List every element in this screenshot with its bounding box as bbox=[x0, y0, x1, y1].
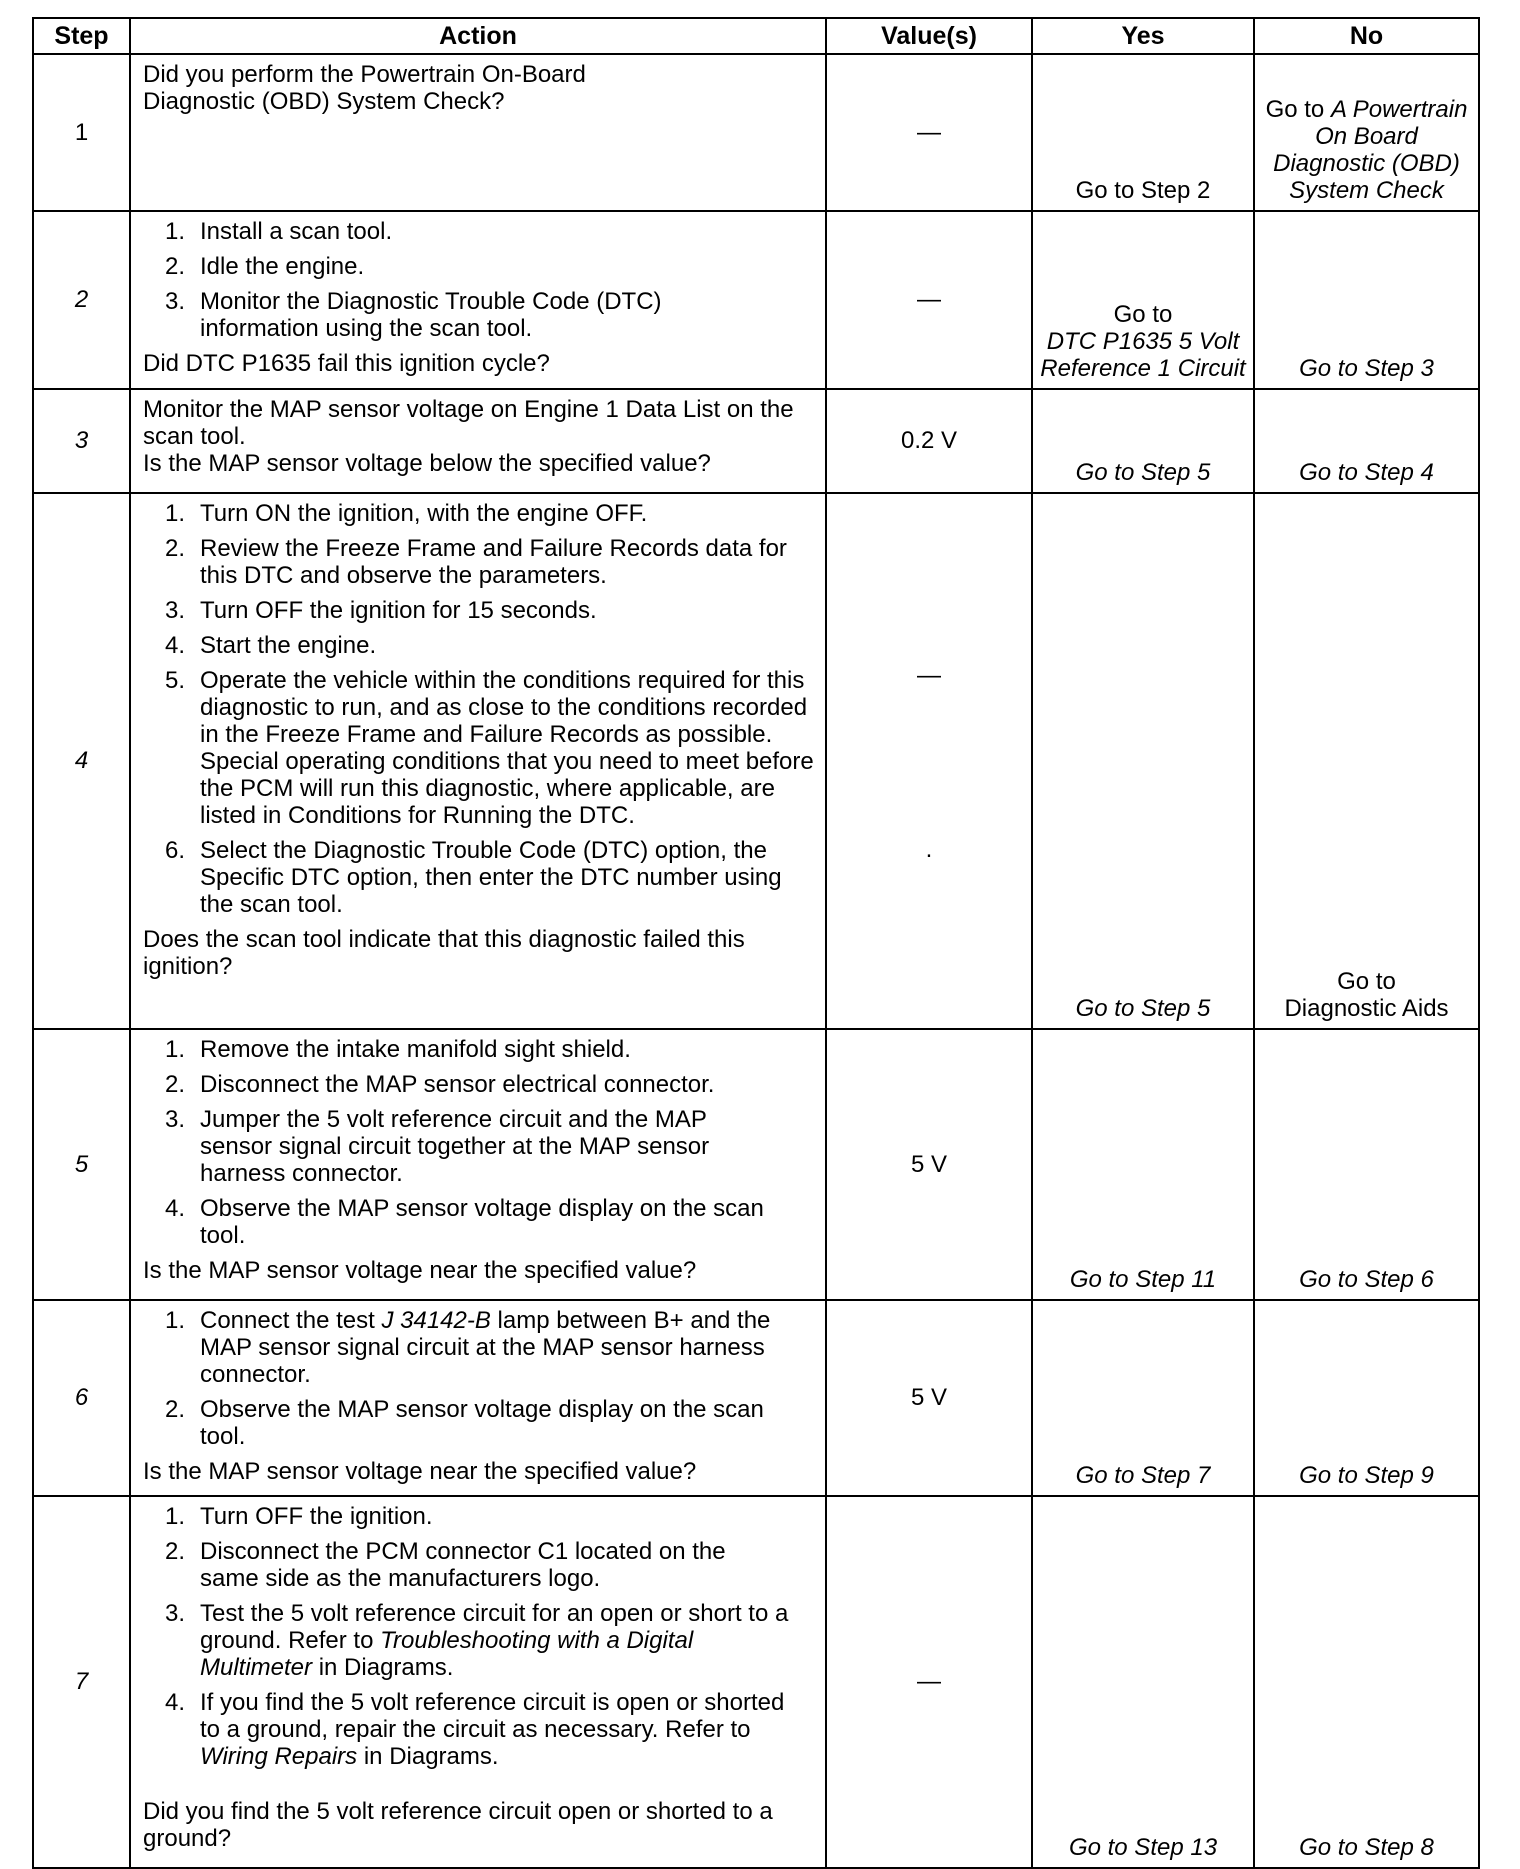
no-text: Go to bbox=[1265, 96, 1325, 123]
no-cell: Go to Step 4 bbox=[1254, 389, 1479, 493]
list-item: 2. Observe the MAP sensor voltage display on the scan tool. bbox=[165, 1396, 764, 1450]
step-number: 3 bbox=[33, 389, 130, 493]
action-cell bbox=[130, 493, 826, 1029]
table-row bbox=[33, 211, 1479, 389]
header-step: Step bbox=[33, 18, 130, 54]
no-reference: Diagnostic Aids bbox=[1284, 995, 1449, 1022]
yes-cell: Go to Step 7 bbox=[1032, 1300, 1254, 1496]
yes-cell: Go to Step 13 bbox=[1032, 1496, 1254, 1868]
list-item: 2. Idle the engine. bbox=[165, 253, 365, 280]
list-item: 4. If you find the 5 volt reference circuit is open or shorted to a ground, repair the circuit as necessary. Refer to Wiring Repairs in Diagrams. bbox=[165, 1689, 785, 1770]
instruction-list bbox=[143, 1503, 815, 1770]
table-row bbox=[33, 389, 1479, 493]
list-item: 6. Select the Diagnostic Trouble Code (DTC) option, the Specific DTC option, then enter the DTC number using the scan tool. bbox=[165, 837, 782, 918]
instruction-list bbox=[143, 1307, 815, 1450]
table-row bbox=[33, 1029, 1479, 1300]
header-yes: Yes bbox=[1032, 18, 1254, 54]
no-reference: A Powertrain On Board Diagnostic (OBD) System Check bbox=[1273, 96, 1468, 204]
yes-cell bbox=[1032, 211, 1254, 389]
value-cell bbox=[826, 493, 1032, 1029]
action-cell bbox=[130, 1496, 826, 1868]
step-number: 7 bbox=[33, 1496, 130, 1868]
action-cell bbox=[130, 54, 826, 211]
list-item: 3. Monitor the Diagnostic Trouble Code (DTC) information using the scan tool. bbox=[165, 288, 662, 342]
step-number: 2 bbox=[33, 211, 130, 389]
value-cell: — bbox=[826, 211, 1032, 389]
list-item: 3. Test the 5 volt reference circuit for an open or short to a ground. Refer to Troubleshooting with a Digital Multimeter in Diagrams. bbox=[165, 1600, 789, 1681]
action-question: Is the MAP sensor voltage below the specified value? bbox=[143, 450, 711, 477]
instruction-list bbox=[143, 1036, 815, 1249]
list-item: 1. Connect the test J 34142-B lamp between B+ and the MAP sensor signal circuit at the MAP sensor harness connector. bbox=[165, 1307, 771, 1388]
value-cell: 0.2 V bbox=[826, 389, 1032, 493]
step-number: 4 bbox=[33, 493, 130, 1029]
yes-cell: Go to Step 11 bbox=[1032, 1029, 1254, 1300]
instruction-list bbox=[143, 500, 815, 918]
yes-cell: Go to Step 2 bbox=[1032, 54, 1254, 211]
list-item: 3. Turn OFF the ignition for 15 seconds. bbox=[165, 597, 597, 624]
action-text: Monitor the MAP sensor voltage on Engine 1 Data List on the scan tool. bbox=[143, 396, 794, 450]
action-question: Is the MAP sensor voltage near the specified value? bbox=[143, 1458, 697, 1485]
table-row bbox=[33, 1496, 1479, 1868]
list-item: 1. Turn ON the ignition, with the engine OFF. bbox=[165, 500, 648, 527]
list-item: 1. Install a scan tool. bbox=[165, 218, 393, 245]
no-cell: Go to Step 9 bbox=[1254, 1300, 1479, 1496]
action-cell bbox=[130, 211, 826, 389]
value-cell: 5 V bbox=[826, 1300, 1032, 1496]
list-item: 3. Jumper the 5 volt reference circuit and the MAP sensor signal circuit together at the MAP sensor harness connector. bbox=[165, 1106, 710, 1187]
no-cell: Go to Step 6 bbox=[1254, 1029, 1479, 1300]
no-cell bbox=[1254, 493, 1479, 1029]
value-cell: — bbox=[826, 54, 1032, 211]
doc-reference: Troubleshooting with a Digital Multimeter bbox=[200, 1627, 694, 1681]
step-number: 6 bbox=[33, 1300, 130, 1496]
list-item: 4. Observe the MAP sensor voltage display on the scan tool. bbox=[165, 1195, 764, 1249]
step-number: 1 bbox=[33, 54, 130, 211]
list-item: 1. Turn OFF the ignition. bbox=[165, 1503, 433, 1530]
list-item: 4. Start the engine. bbox=[165, 632, 377, 659]
instruction-list bbox=[143, 218, 815, 342]
no-cell: Go to Step 3 bbox=[1254, 211, 1479, 389]
action-question: Does the scan tool indicate that this diagnostic failed this ignition? bbox=[143, 926, 745, 980]
value-text: — bbox=[917, 662, 941, 689]
list-item: 1. Remove the intake manifold sight shield. bbox=[165, 1036, 631, 1063]
diagnostic-table bbox=[32, 17, 1480, 1869]
header-values: Value(s) bbox=[826, 18, 1032, 54]
action-question: Did you find the 5 volt reference circuit open or shorted to a ground? bbox=[143, 1798, 773, 1852]
yes-reference: DTC P1635 5 Volt Reference 1 Circuit bbox=[1040, 328, 1246, 382]
action-cell bbox=[130, 389, 826, 493]
no-cell bbox=[1254, 54, 1479, 211]
action-cell bbox=[130, 1029, 826, 1300]
yes-cell: Go to Step 5 bbox=[1032, 493, 1254, 1029]
yes-cell: Go to Step 5 bbox=[1032, 389, 1254, 493]
list-item: 2. Review the Freeze Frame and Failure Records data for this DTC and observe the parameters. bbox=[165, 535, 787, 589]
list-item: 2. Disconnect the MAP sensor electrical connector. bbox=[165, 1071, 715, 1098]
diagnostic-page bbox=[32, 17, 1478, 1869]
list-item: 5. Operate the vehicle within the conditions required for this diagnostic to run, and as close to the conditions recorded in the Freeze Frame and Failure Records as possible. Special operating conditions that you need to meet before the PCM will run this diagnostic, where applicable, are listed in Conditions for Running the DTC. bbox=[165, 667, 814, 829]
action-question: Did DTC P1635 fail this ignition cycle? bbox=[143, 350, 550, 377]
value-mark: . bbox=[925, 836, 933, 863]
no-text: Go to bbox=[1337, 968, 1396, 995]
action-cell bbox=[130, 1300, 826, 1496]
tool-reference: J 34142-B bbox=[381, 1307, 491, 1334]
step-number: 5 bbox=[33, 1029, 130, 1300]
header-row bbox=[33, 18, 1479, 54]
header-action: Action bbox=[130, 18, 826, 54]
table-row bbox=[33, 493, 1479, 1029]
value-cell: 5 V bbox=[826, 1029, 1032, 1300]
header-no: No bbox=[1254, 18, 1479, 54]
table-row bbox=[33, 54, 1479, 211]
yes-text: Go to bbox=[1113, 301, 1173, 328]
table-row bbox=[33, 1300, 1479, 1496]
list-item: 2. Disconnect the PCM connector C1 located on the same side as the manufacturers logo. bbox=[165, 1538, 726, 1592]
doc-reference: Wiring Repairs bbox=[200, 1743, 358, 1770]
no-cell: Go to Step 8 bbox=[1254, 1496, 1479, 1868]
value-cell: — bbox=[826, 1496, 1032, 1868]
action-text: Did you perform the Powertrain On-Board Diagnostic (OBD) System Check? bbox=[143, 61, 586, 115]
action-question: Is the MAP sensor voltage near the specified value? bbox=[143, 1257, 697, 1284]
